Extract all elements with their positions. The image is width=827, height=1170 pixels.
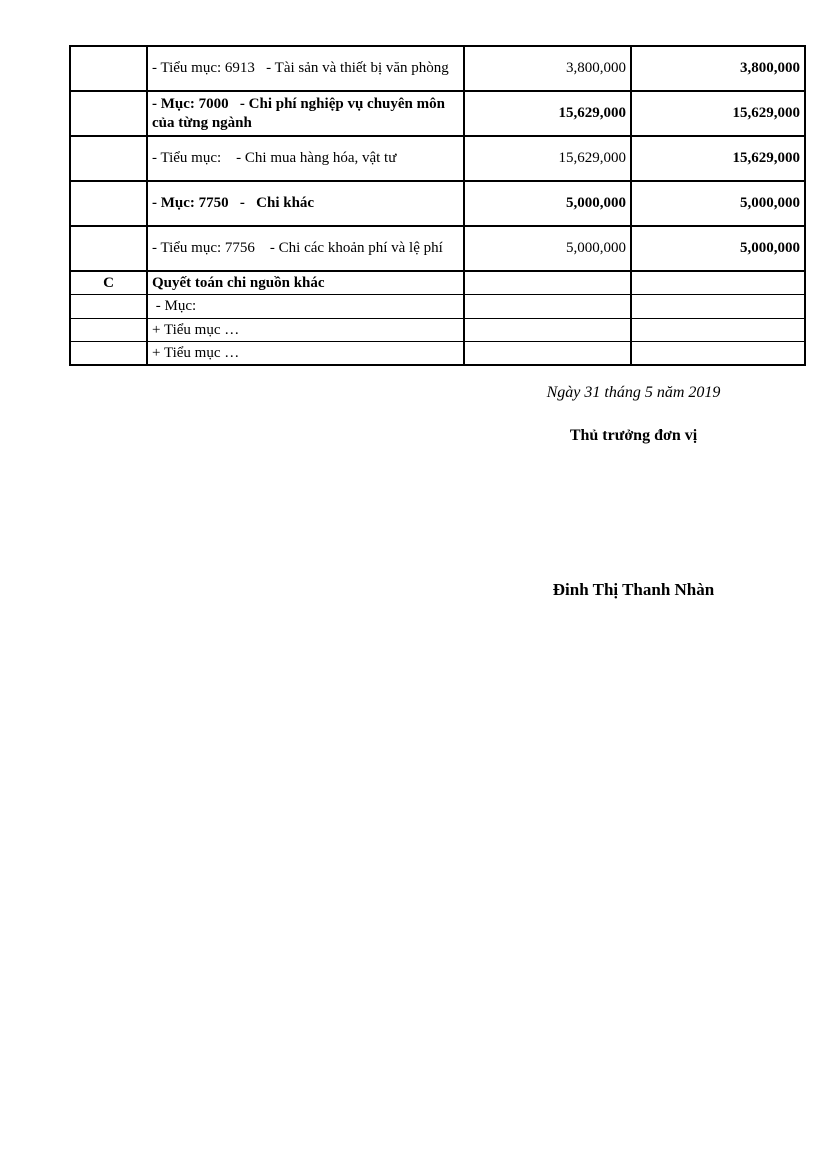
cell-amount1: [464, 318, 631, 341]
cell-amount2: 5,000,000: [631, 181, 805, 226]
cell-amount1: [464, 271, 631, 295]
cell-desc: - Tiểu mục: 7756 - Chi các khoản phí và lệ phí: [147, 226, 464, 271]
cell-amount1: 15,629,000: [464, 136, 631, 181]
cell-amount1: [464, 295, 631, 318]
cell-amount2: [631, 295, 805, 318]
table-row: [70, 46, 805, 91]
cell-no: [70, 181, 147, 226]
cell-desc: Quyết toán chi nguồn khác: [147, 271, 464, 295]
table-row: [70, 91, 805, 136]
cell-no: [70, 318, 147, 341]
signature-title: Thủ trưởng đơn vị: [569, 427, 698, 444]
cell-no: [70, 136, 147, 181]
cell-amount2: [631, 318, 805, 341]
cell-amount2: 15,629,000: [631, 136, 805, 181]
cell-no: [70, 295, 147, 318]
cell-amount1: 15,629,000: [464, 91, 631, 136]
signature-date: Ngày 31 tháng 5 năm 2019: [546, 384, 721, 401]
table-row: [70, 136, 805, 181]
cell-desc: - Mục:: [147, 295, 464, 318]
cell-amount1: 3,800,000: [464, 46, 631, 91]
cell-amount2: 5,000,000: [631, 226, 805, 271]
budget-table: [69, 45, 806, 366]
cell-amount2: [631, 271, 805, 295]
cell-no: [70, 91, 147, 136]
table-row: [70, 341, 805, 365]
cell-no: [70, 226, 147, 271]
cell-no: [70, 341, 147, 365]
cell-amount2: [631, 341, 805, 365]
cell-amount1: 5,000,000: [464, 181, 631, 226]
cell-desc: - Tiểu mục: - Chi mua hàng hóa, vật tư: [147, 136, 464, 181]
cell-desc: + Tiểu mục …: [147, 318, 464, 341]
cell-amount2: 15,629,000: [631, 91, 805, 136]
cell-amount1: 5,000,000: [464, 226, 631, 271]
cell-desc: - Mục: 7000 - Chi phí nghiệp vụ chuyên môn của từng ngành: [147, 91, 464, 136]
cell-desc: + Tiểu mục …: [147, 341, 464, 365]
cell-amount2: 3,800,000: [631, 46, 805, 91]
cell-amount1: [464, 341, 631, 365]
cell-desc: - Tiểu mục: 6913 - Tài sản và thiết bị văn phòng: [147, 46, 464, 91]
table-row: [70, 226, 805, 271]
signature-name: Đinh Thị Thanh Nhàn: [552, 580, 715, 599]
table-row: [70, 318, 805, 341]
table-row: [70, 181, 805, 226]
table-row: [70, 295, 805, 318]
table-row: [70, 271, 805, 295]
cell-no: C: [70, 271, 147, 295]
cell-desc: - Mục: 7750 - Chi khác: [147, 181, 464, 226]
cell-no: [70, 46, 147, 91]
